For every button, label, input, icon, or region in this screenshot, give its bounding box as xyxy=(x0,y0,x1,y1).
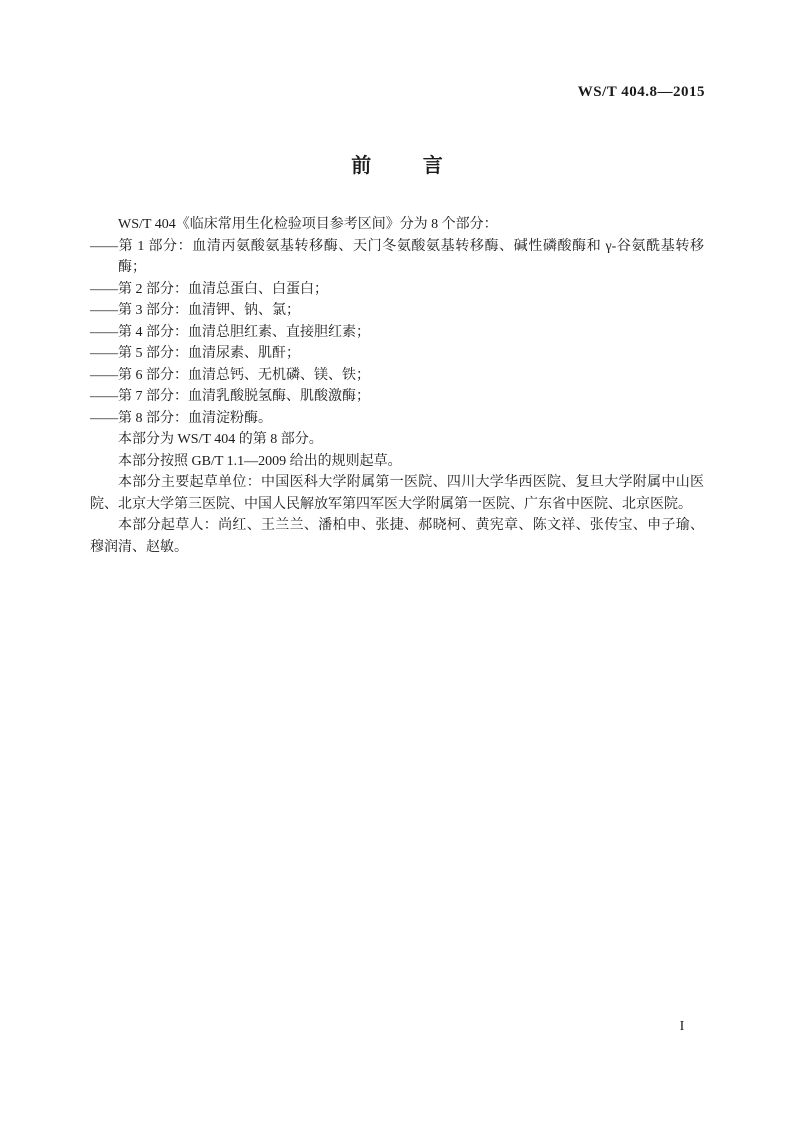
page-number: I xyxy=(679,1019,685,1034)
foreword-paragraph: 本部分起草人：尚红、王兰兰、潘柏申、张捷、郝晓柯、黄宪章、陈文祥、张传宝、申子瑜、穆润清、赵敏。 xyxy=(90,518,704,555)
parts-list-item: ——第 4 部分：血清总胆红素、直接胆红素； xyxy=(90,324,370,340)
parts-list-item: ——第 2 部分：血清总蛋白、白蛋白； xyxy=(90,281,328,297)
parts-list-item: ——第 7 部分：血清乳酸脱氢酶、肌酸激酶； xyxy=(90,389,370,404)
foreword-paragraph: 本部分主要起草单位：中国医科大学附属第一医院、四川大学华西医院、复旦大学附属中山医院、北京大学第三医院、中国人民解放军第四军医大学附属第一医院、广东省中医院、北京医院。 xyxy=(90,475,704,512)
foreword-paragraph: 本部分为 WS/T 404 的第 8 部分。 xyxy=(118,432,323,447)
foreword-paragraph: 本部分按照 GB/T 1.1—2009 给出的规则起草。 xyxy=(118,453,402,469)
parts-list-item: ——第 3 部分：血清钾、钠、氯； xyxy=(90,303,300,318)
parts-list xyxy=(90,236,704,430)
foreword-intro: WS/T 404《临床常用生化检验项目参考区间》分为 8 个部分： xyxy=(118,217,498,232)
foreword-body xyxy=(90,214,704,558)
parts-list-item: ——第 1 部分：血清丙氨酸氨基转移酶、天门冬氨酸氨基转移酶、碱性磷酸酶和 γ-谷氨酰基转移酶； xyxy=(90,238,704,275)
parts-list-item: ——第 5 部分：血清尿素、肌酐； xyxy=(90,346,300,361)
parts-list-item: ——第 6 部分：血清总钙、无机磷、镁、铁； xyxy=(90,367,370,383)
foreword-title: 前 言 xyxy=(351,155,443,177)
standard-code: WS/T 404.8—2015 xyxy=(577,84,705,100)
parts-list-item: ——第 8 部分：血清淀粉酶。 xyxy=(90,410,272,426)
